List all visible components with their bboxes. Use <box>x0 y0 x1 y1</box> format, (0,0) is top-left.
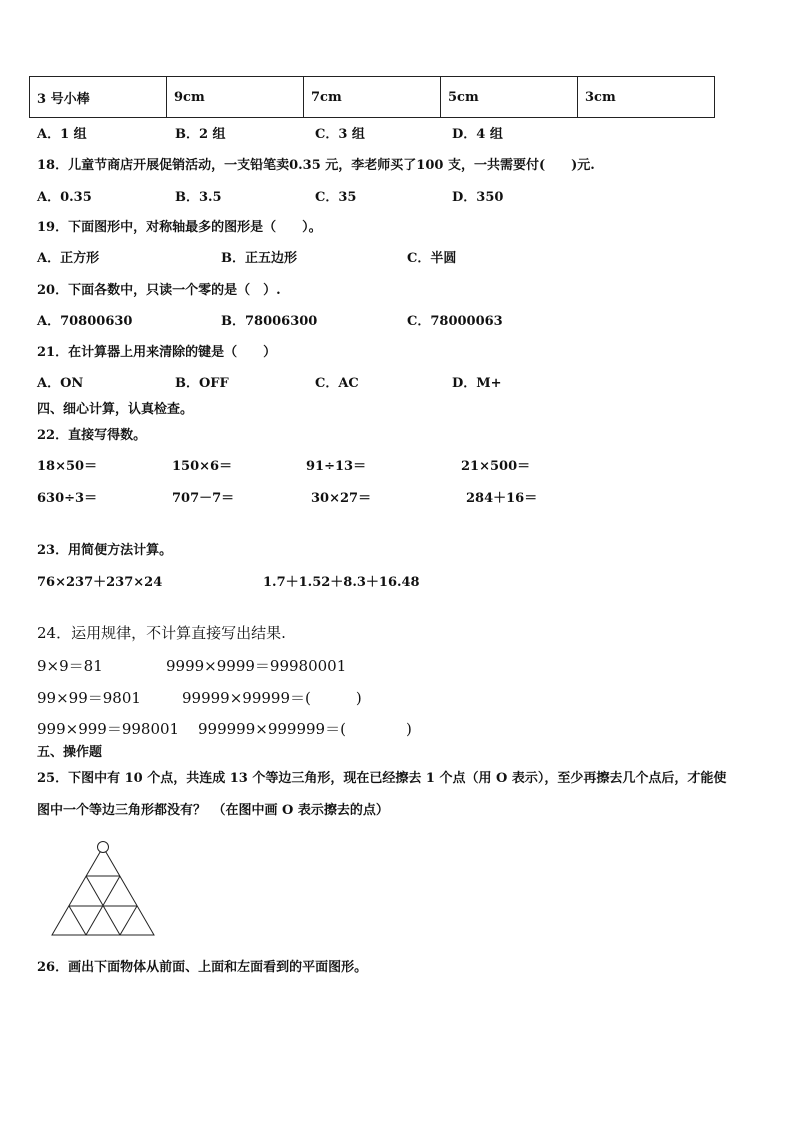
q24-pattern: 99×99＝9801 <box>37 689 141 707</box>
q22-item: 630÷3＝ <box>37 491 98 506</box>
q19-option-b: B．正五边形 <box>221 251 297 266</box>
q19-stem: 19．下面图形中，对称轴最多的图形是（ ）。 <box>37 220 322 235</box>
q25-stem-line1: 25．下图中有 10 个点，共连成 13 个等边三角形，现在已经擦去 1 个点（用 O 表示），至少再擦去几个点后，才能使 <box>37 771 727 786</box>
q24-pattern: 999×999＝998001 <box>37 720 180 738</box>
q23-stem: 23．用简便方法计算。 <box>37 543 173 558</box>
table-cell: 3cm <box>578 77 715 118</box>
q22-item: 284＋16＝ <box>466 491 538 506</box>
q21-option-c: C．AC <box>315 376 359 391</box>
outer-triangle-edge <box>52 847 154 935</box>
q22-item: 18×50＝ <box>37 459 98 474</box>
q22-item: 21×500＝ <box>461 459 531 474</box>
q25-stem-line2: 图中一个等边三角形都没有？ （在图中画 O 表示擦去的点） <box>37 803 389 818</box>
q18-option-d: D．350 <box>452 190 504 205</box>
q18-option-c: C．35 <box>315 190 357 205</box>
q24-stem: 24．运用规律，不计算直接写出结果. <box>37 624 286 642</box>
q23-item: 1.7＋1.52＋8.3＋16.48 <box>263 575 420 590</box>
q26-stem: 26．画出下面物体从前面、上面和左面看到的平面图形。 <box>37 960 368 975</box>
q20-option-a: A．70800630 <box>37 314 133 329</box>
grid-line <box>69 906 86 935</box>
q17-option-d: D．4 组 <box>452 127 503 142</box>
triangle-dot-figure <box>50 840 156 937</box>
q22-item: 30×27＝ <box>311 491 372 506</box>
q24-pattern: 9×9＝81 <box>37 657 103 675</box>
q22-stem: 22．直接写得数。 <box>37 428 147 443</box>
q18-stem: 18．儿童节商店开展促销活动，一支铅笔卖0.35 元，李老师买了100 支，一共需要付( )元. <box>37 158 595 173</box>
table-cell: 5cm <box>441 77 578 118</box>
q17-option-a: A．1 组 <box>37 127 87 142</box>
q19-option-a: A．正方形 <box>37 251 100 266</box>
table-cell: 9cm <box>167 77 304 118</box>
table-row <box>30 77 715 118</box>
section-5-title: 五、操作题 <box>37 745 103 760</box>
q24-pattern: 9999×9999＝99980001 <box>166 657 347 675</box>
table-cell: 3 号小棒 <box>30 77 167 118</box>
q17-option-b: B．2 组 <box>175 127 226 142</box>
grid-line <box>120 906 137 935</box>
q18-option-b: B．3.5 <box>175 190 222 205</box>
q22-item: 707－7＝ <box>172 491 235 506</box>
q24-pattern: 99999×99999＝( ) <box>182 689 362 707</box>
table-cell: 7cm <box>304 77 441 118</box>
q19-option-c: C．半圆 <box>407 251 457 266</box>
q18-option-a: A．0.35 <box>37 190 92 205</box>
q20-option-b: B．78006300 <box>221 314 318 329</box>
q23-item: 76×237＋237×24 <box>37 575 163 590</box>
q20-option-c: C．78000063 <box>407 314 503 329</box>
q24-pattern: 999999×999999＝( ) <box>198 720 412 738</box>
sticks-table <box>29 76 715 118</box>
q22-item: 150×6＝ <box>172 459 233 474</box>
q21-option-a: A．ON <box>37 376 84 391</box>
q22-item: 91÷13＝ <box>306 459 367 474</box>
erased-point-circle <box>98 842 109 853</box>
q21-stem: 21．在计算器上用来清除的键是（ ） <box>37 345 277 360</box>
q21-option-b: B．OFF <box>175 376 229 391</box>
section-4-title: 四、细心计算，认真检查。 <box>37 402 194 417</box>
q17-option-c: C．3 组 <box>315 127 365 142</box>
q21-option-d: D．M+ <box>452 376 502 391</box>
q20-stem: 20．下面各数中，只读一个零的是（ ）. <box>37 283 281 298</box>
